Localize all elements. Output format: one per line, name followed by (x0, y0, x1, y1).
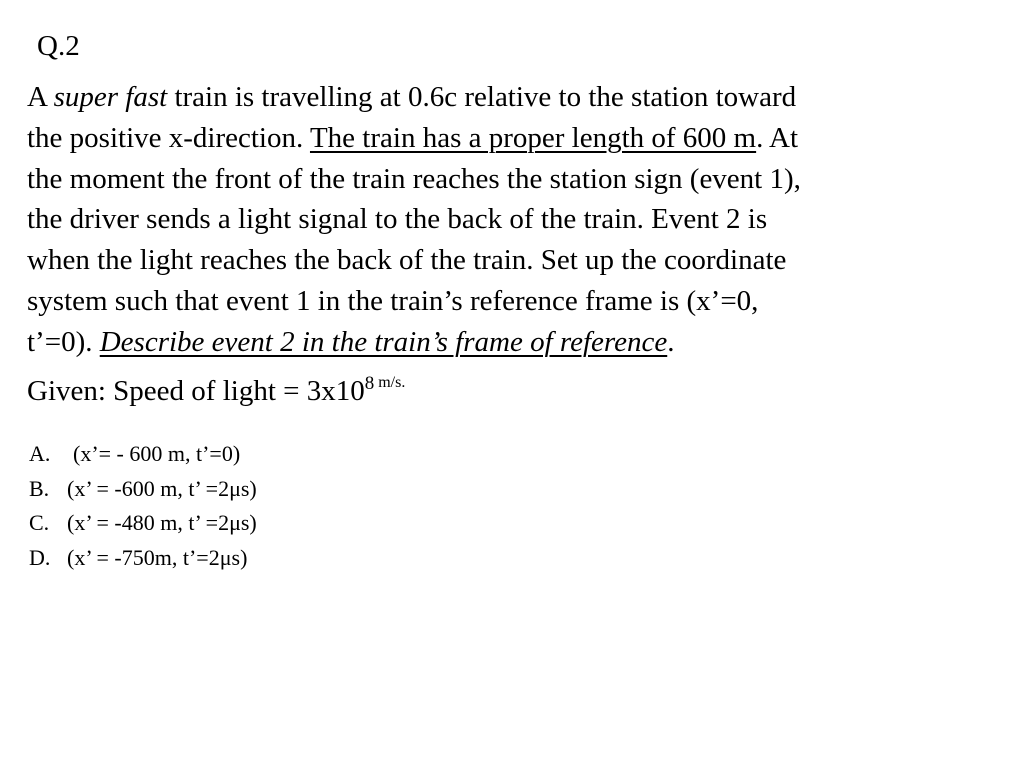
line1-prefix: A (27, 81, 54, 113)
line7-prefix: t’=0). (27, 325, 100, 358)
question-line-2 (27, 118, 1007, 159)
option-d-letter: D. (29, 544, 51, 570)
question-line-6: system such that event 1 in the train’s reference frame is (x’=0, (27, 284, 759, 317)
line1-italic: super fast (53, 81, 168, 113)
answer-options (29, 437, 257, 575)
proper-length-underlined: The train has a proper length of 600 m (309, 121, 757, 154)
question-line-1 (27, 77, 1007, 118)
question-line-4: the driver sends a light signal to the back of the train. Event 2 is (27, 203, 768, 236)
given-text: Given: Speed of light = 3x10 (27, 374, 365, 407)
option-c-letter: C. (29, 510, 50, 535)
question-line-7 (27, 322, 1007, 363)
option-b-letter: B. (29, 475, 50, 501)
given-exponent: 8 (364, 372, 375, 394)
line1-rest: train is travelling at 0.6c relative to the station toward (167, 81, 797, 113)
option-c-text: (x’ = -480 m, t’ =2μs) (67, 510, 257, 535)
given-unit: m/s. (374, 373, 406, 391)
option-b-text: (x’ = -600 m, t’ =2μs) (67, 475, 257, 501)
question-line-5: when the light reaches the back of the train. Set up the coordinate (27, 244, 787, 277)
line7-suffix: . (667, 325, 675, 358)
option-a-text: (x’= - 600 m, t’=0) (73, 441, 241, 466)
question-line-3: the moment the front of the train reaches the station sign (event 1), (27, 162, 801, 195)
given-line (27, 363, 1007, 412)
question-body (27, 77, 1007, 411)
option-b[interactable] (29, 472, 257, 507)
line2-prefix: the positive x-direction. (27, 121, 310, 154)
describe-event-instruction: Describe event 2 in the train’s frame of reference (99, 325, 668, 358)
option-a[interactable] (29, 437, 257, 472)
option-d[interactable] (29, 541, 257, 576)
line2-suffix: . At (756, 121, 799, 154)
option-a-letter: A. (29, 441, 51, 466)
question-number: Q.2 (37, 30, 80, 62)
option-d-text: (x’ = -750m, t’=2μs) (67, 544, 248, 570)
option-c[interactable] (29, 506, 257, 541)
